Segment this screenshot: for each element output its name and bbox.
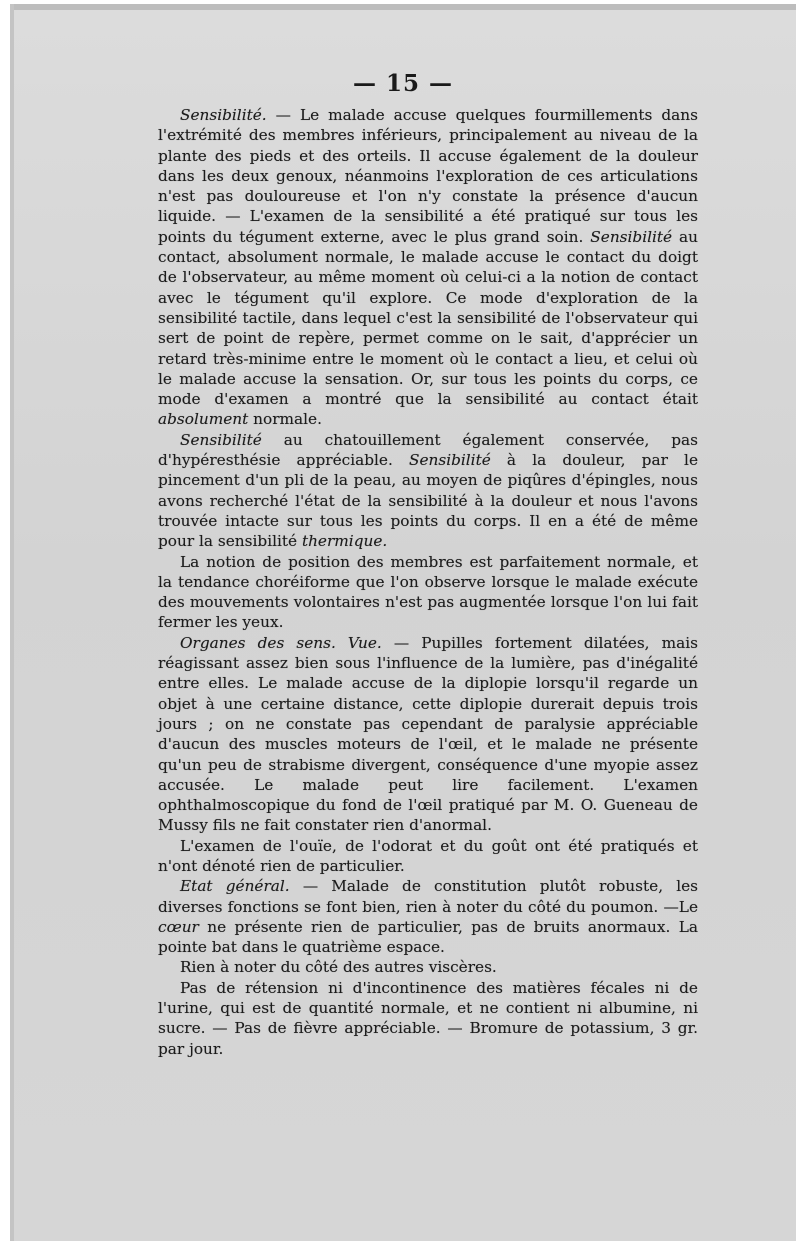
italic-text: cœur	[158, 917, 199, 936]
paragraph	[158, 430, 698, 552]
paragraph	[158, 836, 698, 877]
text-run: Rien à noter du côté des autres viscères.	[180, 958, 497, 977]
paragraph	[158, 957, 698, 977]
page	[10, 4, 796, 1241]
paragraph	[158, 552, 698, 633]
text-run: — Malade de constitution plutôt robuste, les diverses fonctions se font bien, rien à noter du côté du poumon. —Le	[158, 877, 698, 916]
text-run: à la douleur, par le pincement d'un pli de la peau, au moyen de piqûres d'épingles, nous avons recherché l'état de la sensibilité à la douleur et nous l'avons trouvée intacte sur tous les points du corps. Il en a été de même pour la sensibilité	[158, 451, 698, 551]
text-run: — Pupilles fortement dilatées, mais réagissant assez bien sous l'influence de la lumière, pas d'inégalité entre elles. Le malade accuse de la diplopie lorsqu'il regarde un objet à une certaine distance, cette diplopie durerait depuis trois jours ; on ne constate pas cependant de paralysie appréciable d'aucun des muscles moteurs de l'œil, et le malade ne présente qu'un peu de strabisme divergent, conséquence d'une myopie assez accusée. Le malade peut lire facilement. L'examen ophthalmoscopique du fond de l'œil pratiqué par M. O. Gueneau de Mussy fils ne fait constater rien d'anormal.	[158, 633, 698, 835]
body-text	[158, 105, 698, 1059]
paragraph	[158, 876, 698, 957]
italic-text: Sensibilité.	[180, 106, 267, 124]
page-left-edge	[10, 4, 14, 1241]
italic-text: thermique.	[301, 532, 388, 551]
page-top-edge	[10, 4, 796, 10]
text-run: — Le malade accuse quelques fourmillements dans l'extrémité des membres inférieurs, principalement au niveau de la plante des pieds et des orteils. Il accuse également de la douleur dans les deux genoux, néanmoins l'exploration de ces articulations n'est pas douloureuse et l'on n'y constate la présence d'aucun liquide. — L'examen de la sensibilité a été pratiqué sur tous les points du tégument externe, avec le plus grand soin.	[158, 106, 698, 246]
italic-text: Sensibilité	[180, 430, 262, 449]
italic-text: Sensibilité	[590, 227, 673, 246]
paragraph	[158, 105, 698, 430]
text-run: ne présente rien de particulier, pas de bruits anormaux. La pointe bat dans le quatrième espace.	[158, 917, 698, 957]
italic-text: absolument	[158, 410, 249, 429]
paragraph	[158, 978, 698, 1059]
text-run: au contact, absolument normale, le malade accuse le contact du doigt de l'observateur, au même moment où celui-ci a la notion de contact avec le tégument qu'il explore. Ce mode d'exploration de la sensibilité tactile, dans lequel c'est la sensibilité de l'observateur qui sert de point de repère, permet comme on le sait, d'apprécier un retard très-minime entre le moment où le contact a lieu, et celui où le malade accuse la sensation. Or, sur tous les points du corps, ce mode d'examen a montré que la sensibilité au contact était	[158, 227, 698, 409]
text-run: L'examen de l'ouïe, de l'odorat et du goût ont été pratiqués et n'ont dénoté rien de particulier.	[158, 836, 698, 875]
text-run: La notion de position des membres est parfaitement normale, et la tendance choréiforme que l'on observe lorsque le malade exécute des mouvements volontaires n'est pas augmentée lorsque l'on lui fait fermer les yeux.	[158, 552, 698, 632]
paragraph	[158, 633, 698, 836]
text-run: au chatouillement également conservée, pas d'hypéresthésie appréciable.	[158, 430, 698, 470]
italic-text: Organes des sens. Vue.	[180, 633, 382, 652]
italic-text: Etat général.	[180, 877, 290, 896]
text-run: Pas de rétension ni d'incontinence des matières fécales ni de l'urine, qui est de quantité normale, et ne contient ni albumine, ni sucre. — Pas de fièvre appréciable. — Bromure de potassium, 3 gr. par jour.	[158, 978, 698, 1058]
page-number: — 15 —	[352, 70, 454, 97]
text-run: normale.	[248, 410, 322, 429]
italic-text: Sensibilité	[408, 451, 491, 470]
